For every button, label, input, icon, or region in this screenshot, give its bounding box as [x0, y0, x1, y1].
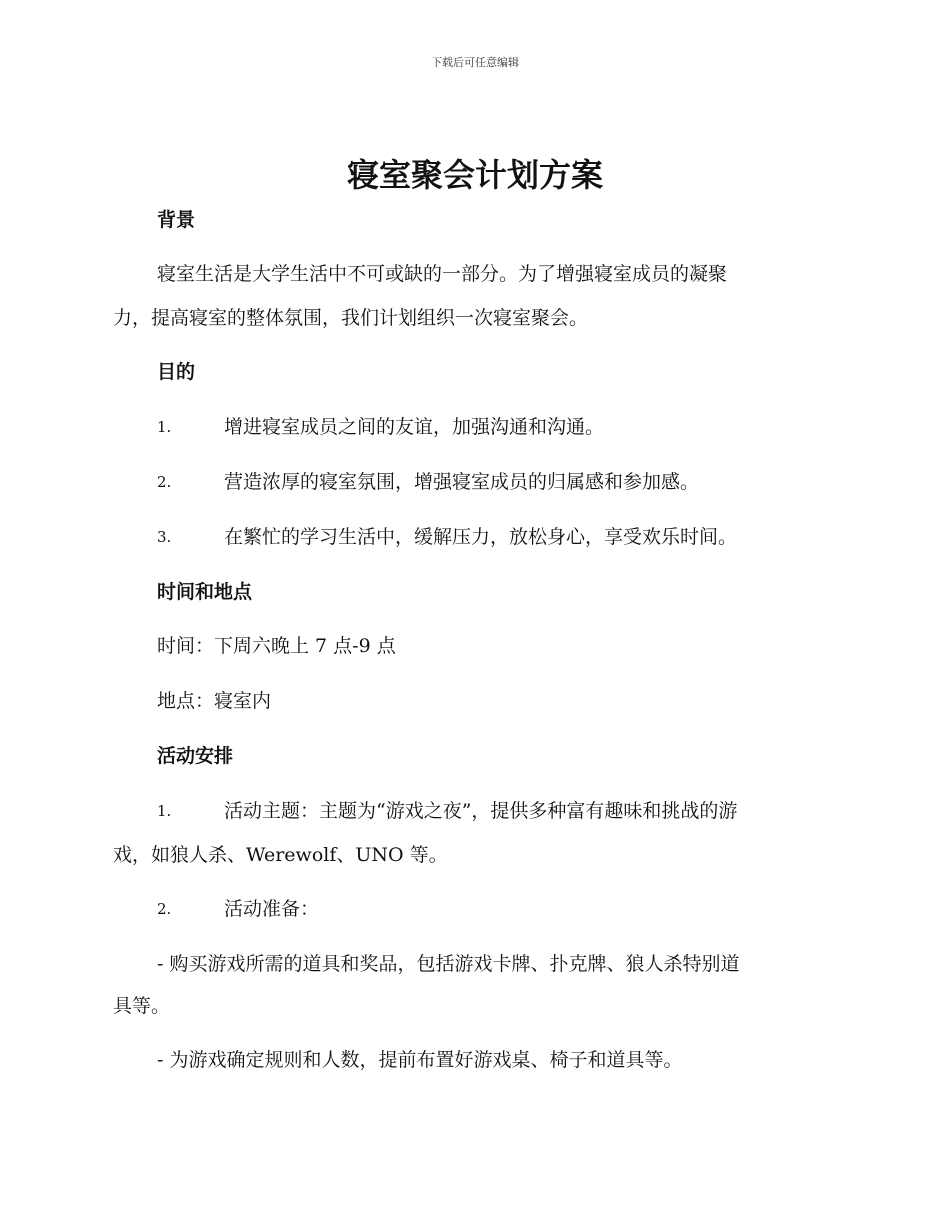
list-number: 3. — [157, 528, 172, 546]
section-heading-background: 背景 — [157, 209, 196, 231]
background-paragraph-line-2: 力，提高寝室的整体氛围，我们计划组织一次寝室聚会。 — [113, 307, 589, 329]
section-heading-time-place: 时间和地点 — [157, 581, 253, 603]
list-number: 1. — [157, 418, 172, 436]
section-heading-purpose: 目的 — [157, 361, 196, 383]
prep-item-2: - 为游戏确定规则和人数，提前布置好游戏桌、椅子和道具等。 — [157, 1049, 683, 1071]
list-text: 在繁忙的学习生活中，缓解压力，放松身心，享受欢乐时间。 — [224, 526, 738, 548]
list-text-continuation: 戏，如狼人杀、Werewolf、UNO 等。 — [113, 844, 448, 866]
section-heading-activities: 活动安排 — [157, 745, 234, 767]
list-number: 2. — [157, 473, 172, 491]
list-number: 1. — [157, 802, 172, 820]
header-note: 下载后可任意编辑 — [431, 56, 519, 69]
list-number: 2. — [157, 900, 172, 918]
background-paragraph-line-1: 寝室生活是大学生活中不可或缺的一部分。为了增强寝室成员的凝聚 — [157, 263, 728, 285]
list-text: 活动准备： — [224, 898, 320, 920]
list-text: 增进寝室成员之间的友谊，加强沟通和沟通。 — [224, 416, 605, 438]
prep-item-line-2: 具等。 — [113, 995, 171, 1017]
document-title: 寝室聚会计划方案 — [346, 156, 603, 194]
place-line: 地点：寝室内 — [157, 690, 272, 712]
time-line: 时间：下周六晚上 7 点-9 点 — [157, 635, 396, 657]
list-text: 营造浓厚的寝室氛围，增强寝室成员的归属感和参加感。 — [224, 471, 700, 493]
list-text: 活动主题：主题为“游戏之夜”，提供多种富有趣味和挑战的游 — [224, 800, 738, 822]
prep-item-line-1: - 购买游戏所需的道具和奖品，包括游戏卡牌、扑克牌、狼人杀特别道 — [157, 953, 740, 975]
